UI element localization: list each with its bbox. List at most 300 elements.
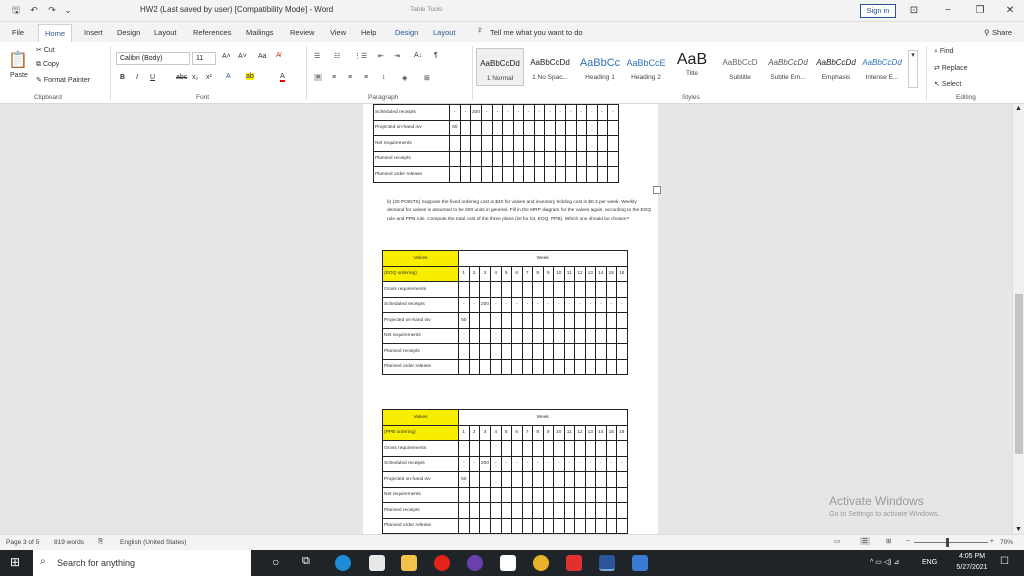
table-cell[interactable] (564, 441, 575, 457)
find-button[interactable] (934, 48, 954, 56)
subscript-button[interactable]: x₂ (192, 74, 199, 81)
table-cell[interactable] (585, 441, 596, 457)
table-cell[interactable]: - (554, 456, 565, 472)
table-cell[interactable] (503, 167, 514, 183)
table-cell[interactable] (482, 136, 493, 152)
zoom-slider-thumb[interactable] (946, 538, 949, 547)
table-cell[interactable] (587, 167, 598, 183)
table-cell[interactable] (554, 441, 565, 457)
table-cell[interactable] (555, 167, 566, 183)
table-cell[interactable] (566, 151, 577, 167)
table-cell[interactable] (480, 441, 491, 457)
table-cell[interactable]: - (596, 297, 607, 313)
notification-icon[interactable]: ☐ (1000, 556, 1009, 567)
table-cell[interactable] (617, 359, 628, 375)
table-cell[interactable] (608, 120, 619, 136)
word-icon[interactable] (599, 555, 615, 571)
table-cell[interactable] (564, 313, 575, 329)
windows-start-icon[interactable]: ⊞ (10, 555, 21, 569)
table-cell[interactable] (522, 441, 533, 457)
table-cell[interactable] (491, 472, 502, 488)
grow-font-button[interactable]: A˄ (222, 53, 231, 60)
table-cell[interactable]: 200 (480, 456, 491, 472)
table-cell[interactable]: - (469, 456, 480, 472)
numbering-button[interactable]: ☷ (334, 53, 341, 60)
tab-layout[interactable]: Layout (154, 28, 177, 37)
tab-mailings[interactable]: Mailings (246, 28, 274, 37)
zoom-in-button[interactable]: + (990, 538, 994, 545)
table-cell[interactable] (460, 151, 471, 167)
table-cell[interactable] (554, 518, 565, 534)
table-cell[interactable]: - (597, 105, 608, 121)
style-heading-1[interactable] (576, 48, 624, 86)
font-name-select[interactable]: Calibri (Body) (116, 52, 190, 65)
table-cell[interactable] (469, 518, 480, 534)
table-cell[interactable] (617, 328, 628, 344)
table-cell[interactable] (482, 120, 493, 136)
customize-quick-access-icon[interactable]: ⌄ (64, 5, 72, 15)
copy-button[interactable] (36, 61, 59, 69)
table-cell[interactable] (534, 120, 545, 136)
table-cell[interactable] (471, 136, 482, 152)
table-cell[interactable] (512, 282, 523, 298)
styles-more-icon[interactable]: ▾ (908, 50, 918, 88)
table-cell[interactable] (450, 136, 461, 152)
table-cell[interactable] (606, 344, 617, 360)
language-indicator[interactable]: ENG (922, 559, 938, 566)
chrome-icon[interactable] (533, 555, 549, 571)
table-cell[interactable]: - (460, 105, 471, 121)
media-icon[interactable] (566, 555, 582, 571)
table-cell[interactable]: - (606, 297, 617, 313)
table-cell[interactable] (596, 282, 607, 298)
paste-icon[interactable]: 📋 (8, 52, 28, 69)
table-cell[interactable] (606, 487, 617, 503)
table-cell[interactable] (459, 487, 470, 503)
table-cell[interactable]: - (512, 297, 523, 313)
table-cell[interactable]: - (608, 105, 619, 121)
table-cell[interactable] (543, 313, 554, 329)
table-cell[interactable]: - (555, 105, 566, 121)
style-intense-emphasis[interactable] (858, 48, 906, 86)
print-layout-icon[interactable]: ☰ (862, 538, 868, 545)
table-cell[interactable] (471, 167, 482, 183)
table-cell[interactable] (576, 136, 587, 152)
row-label[interactable]: Scheduled receipts (383, 297, 459, 313)
table-cell[interactable] (469, 282, 480, 298)
table-cell[interactable] (575, 328, 586, 344)
table-cell[interactable]: - (585, 297, 596, 313)
table-cell[interactable] (575, 472, 586, 488)
table-cell[interactable] (471, 120, 482, 136)
superscript-button[interactable]: x² (206, 74, 212, 81)
table-cell[interactable] (501, 441, 512, 457)
strikethrough-button[interactable]: abc (176, 74, 188, 81)
table-cell[interactable] (617, 344, 628, 360)
increase-indent-button[interactable]: ⇥ (394, 53, 400, 60)
underline-button[interactable]: U (150, 74, 156, 81)
style-subtle-emphasis[interactable] (764, 48, 812, 86)
table-cell[interactable] (617, 518, 628, 534)
row-label[interactable]: Planned receipts (383, 503, 459, 519)
table-cell[interactable]: - (512, 456, 523, 472)
table-cell[interactable] (554, 344, 565, 360)
table-cell[interactable] (501, 313, 512, 329)
table-cell[interactable] (554, 472, 565, 488)
shrink-font-button[interactable]: A˅ (238, 53, 247, 60)
table-cell[interactable] (533, 472, 544, 488)
table-cell[interactable] (512, 472, 523, 488)
table-cell[interactable]: - (459, 297, 470, 313)
table-cell[interactable] (585, 503, 596, 519)
table-cell[interactable] (491, 503, 502, 519)
row-label[interactable]: Gross requirements (383, 441, 459, 457)
text-effects-button[interactable]: A (226, 73, 231, 80)
table-cell[interactable] (512, 518, 523, 534)
line-spacing-button[interactable]: ↕ (382, 74, 386, 81)
table-cell[interactable] (480, 472, 491, 488)
table-cell[interactable] (469, 344, 480, 360)
row-label[interactable]: Projected on-hand inv (383, 472, 459, 488)
table-cell[interactable]: 200 (480, 297, 491, 313)
table-cell[interactable] (585, 328, 596, 344)
table-cell[interactable]: - (564, 297, 575, 313)
app-icon[interactable] (467, 555, 483, 571)
table-cell[interactable] (555, 120, 566, 136)
table-cell[interactable] (606, 518, 617, 534)
table-cell[interactable] (575, 359, 586, 375)
tell-me-box[interactable]: Tell me what you want to do (490, 28, 583, 37)
table-cell[interactable] (543, 344, 554, 360)
table-cell[interactable] (501, 518, 512, 534)
table-cell[interactable] (491, 441, 502, 457)
select-button[interactable] (934, 80, 961, 88)
row-label[interactable]: Planned receipts (383, 344, 459, 360)
table-cell[interactable]: - (606, 456, 617, 472)
table-cell[interactable] (533, 359, 544, 375)
table-cell[interactable] (533, 518, 544, 534)
table-cell[interactable] (585, 359, 596, 375)
table-cell[interactable]: - (617, 456, 628, 472)
table-cell[interactable] (534, 151, 545, 167)
restore-button[interactable]: ❐ (975, 5, 985, 16)
table-cell[interactable] (501, 359, 512, 375)
table-cell[interactable] (564, 518, 575, 534)
table-cell[interactable] (524, 167, 535, 183)
table-cell[interactable] (522, 487, 533, 503)
sort-button[interactable]: A↓ (414, 52, 423, 59)
table-cell[interactable] (597, 167, 608, 183)
taskbar-search-input[interactable]: Search for anything (33, 550, 251, 576)
row-label[interactable]: Scheduled receipts (383, 456, 459, 472)
table-cell[interactable] (480, 487, 491, 503)
table-cell[interactable] (555, 151, 566, 167)
clock-date[interactable]: 5/27/2021 (956, 564, 988, 571)
table-cell[interactable] (576, 167, 587, 183)
table-cell[interactable] (596, 328, 607, 344)
table-cell[interactable] (513, 167, 524, 183)
table-cell[interactable]: - (576, 105, 587, 121)
table-cell[interactable]: - (522, 297, 533, 313)
table-cell[interactable] (503, 151, 514, 167)
table-cell[interactable] (554, 487, 565, 503)
cut-button[interactable] (36, 46, 55, 54)
table-cell[interactable] (587, 120, 598, 136)
align-right-button[interactable]: ≡ (348, 74, 353, 81)
table-cell[interactable] (585, 344, 596, 360)
table-cell[interactable]: 50 (450, 120, 461, 136)
table-cell[interactable] (585, 472, 596, 488)
table-cell[interactable]: - (524, 105, 535, 121)
table-cell[interactable] (469, 359, 480, 375)
table-cell[interactable] (512, 441, 523, 457)
table-cell[interactable] (492, 120, 503, 136)
table-cell[interactable] (617, 487, 628, 503)
table-cell[interactable] (543, 441, 554, 457)
table-cell[interactable] (543, 472, 554, 488)
ribbon-display-options-icon[interactable]: ⊡ (909, 5, 919, 16)
style-title[interactable] (668, 48, 716, 86)
row-label[interactable]: Gross requirements (383, 282, 459, 298)
align-left-button[interactable]: ≡ (316, 74, 321, 81)
share-icon[interactable]: ⚲ (984, 28, 990, 37)
table-cell[interactable] (543, 359, 554, 375)
style-normal[interactable] (476, 48, 524, 86)
style-heading-2[interactable] (622, 48, 670, 86)
table-cell[interactable] (608, 136, 619, 152)
table-cell[interactable] (575, 282, 586, 298)
table-cell[interactable] (596, 518, 607, 534)
table-cell[interactable] (460, 120, 471, 136)
table-cell[interactable] (459, 503, 470, 519)
table-cell[interactable] (608, 151, 619, 167)
edge-icon[interactable] (335, 555, 351, 571)
store-icon[interactable] (369, 555, 385, 571)
table-cell[interactable] (566, 167, 577, 183)
table-cell[interactable] (491, 313, 502, 329)
table-cell[interactable] (585, 518, 596, 534)
table-cell[interactable]: - (501, 456, 512, 472)
table-cell[interactable] (503, 120, 514, 136)
table-cell[interactable] (512, 344, 523, 360)
tab-insert[interactable]: Insert (84, 28, 103, 37)
table-cell[interactable] (606, 313, 617, 329)
minimize-button[interactable]: − (945, 5, 951, 16)
tab-table-design[interactable]: Design (395, 28, 419, 37)
bullets-button[interactable]: ☰ (314, 53, 321, 60)
table-cell[interactable] (450, 167, 461, 183)
redo-icon[interactable]: ↷ (48, 5, 56, 15)
table-cell[interactable] (564, 282, 575, 298)
table-cell[interactable] (596, 313, 607, 329)
row-label[interactable]: Planned order release (383, 359, 459, 375)
highlight-button[interactable]: ab (246, 73, 254, 80)
zoom-level[interactable]: 70% (1000, 539, 1014, 546)
table-cell[interactable] (469, 472, 480, 488)
table-cell[interactable] (554, 359, 565, 375)
row-label[interactable]: Net requirements (383, 328, 459, 344)
table-cell[interactable] (450, 151, 461, 167)
table-cell[interactable] (469, 503, 480, 519)
table-resize-handle[interactable] (653, 186, 661, 194)
undo-icon[interactable]: ↶ (30, 5, 38, 15)
document-icon[interactable] (500, 555, 516, 571)
row-label[interactable]: Scheduled receipts (374, 105, 450, 121)
table-cell[interactable] (606, 282, 617, 298)
table-cell[interactable] (575, 313, 586, 329)
save-icon[interactable]: 🖫 (12, 5, 20, 15)
table-cell[interactable] (606, 328, 617, 344)
table-cell[interactable] (533, 344, 544, 360)
table-cell[interactable] (575, 441, 586, 457)
table-cell[interactable] (491, 487, 502, 503)
table-cell[interactable]: - (491, 456, 502, 472)
table-cell[interactable]: - (543, 297, 554, 313)
table-cell[interactable] (512, 503, 523, 519)
change-case-button[interactable]: Aa (258, 53, 267, 60)
table-cell[interactable] (587, 136, 598, 152)
table-cell[interactable] (513, 151, 524, 167)
table-cell[interactable] (533, 503, 544, 519)
table-cell[interactable] (596, 472, 607, 488)
table-cell[interactable] (617, 503, 628, 519)
table-cell[interactable] (597, 120, 608, 136)
table-cell[interactable] (543, 518, 554, 534)
table-cell[interactable] (512, 313, 523, 329)
proofing-icon[interactable]: ⎘ (98, 538, 104, 545)
table-cell[interactable] (543, 487, 554, 503)
table-cell[interactable] (606, 359, 617, 375)
table-cell[interactable] (575, 344, 586, 360)
justify-button[interactable]: ≡ (364, 74, 369, 81)
table-cell[interactable] (608, 167, 619, 183)
scroll-up-icon[interactable]: ▲ (1015, 105, 1022, 112)
table-cell[interactable] (545, 167, 556, 183)
table-cell[interactable] (480, 282, 491, 298)
table-cell[interactable] (512, 359, 523, 375)
table-cell[interactable] (545, 120, 556, 136)
table-cell[interactable] (554, 313, 565, 329)
table-cell[interactable] (491, 359, 502, 375)
tab-references[interactable]: References (193, 28, 232, 37)
row-label[interactable]: Planned order release (374, 167, 450, 183)
table-cell[interactable] (596, 359, 607, 375)
table-cell[interactable] (596, 441, 607, 457)
font-color-button[interactable]: A (280, 73, 285, 80)
cortana-icon[interactable]: ○ (272, 555, 280, 569)
table-cell[interactable] (554, 282, 565, 298)
table-cell[interactable] (503, 136, 514, 152)
table-cell[interactable] (524, 136, 535, 152)
table-cell[interactable] (533, 441, 544, 457)
clear-formatting-button[interactable]: A̸ (276, 52, 281, 59)
table-cell[interactable]: 200 (471, 105, 482, 121)
table-cell[interactable] (617, 313, 628, 329)
row-label[interactable]: Projected on-hand inv (383, 313, 459, 329)
table-cell[interactable] (564, 328, 575, 344)
table-cell[interactable] (501, 503, 512, 519)
table-cell[interactable] (533, 313, 544, 329)
table-cell[interactable] (585, 282, 596, 298)
table-cell[interactable]: - (596, 456, 607, 472)
tab-review[interactable]: Review (290, 28, 315, 37)
table-cell[interactable] (606, 503, 617, 519)
table-cell[interactable]: - (503, 105, 514, 121)
table-cell[interactable] (501, 282, 512, 298)
table-cell[interactable] (501, 344, 512, 360)
table-cell[interactable]: - (575, 456, 586, 472)
table-cell[interactable] (533, 282, 544, 298)
table-cell[interactable] (597, 136, 608, 152)
table-cell[interactable] (522, 503, 533, 519)
table-cell[interactable] (585, 313, 596, 329)
web-layout-icon[interactable]: ⊞ (886, 538, 892, 545)
word-count[interactable]: 819 words (54, 539, 84, 546)
table-cell[interactable] (491, 518, 502, 534)
table-cell[interactable] (469, 328, 480, 344)
table-cell[interactable] (524, 120, 535, 136)
table-cell[interactable] (596, 503, 607, 519)
table-cell[interactable] (471, 151, 482, 167)
table-cell[interactable] (460, 136, 471, 152)
table-cell[interactable] (460, 167, 471, 183)
table-cell[interactable] (566, 136, 577, 152)
table-cell[interactable] (564, 487, 575, 503)
style-no-spacing[interactable] (526, 48, 574, 86)
table-cell[interactable]: - (513, 105, 524, 121)
row-label[interactable]: Projected on-hand inv (374, 120, 450, 136)
table-cell[interactable] (596, 487, 607, 503)
read-mode-icon[interactable]: ▭ (834, 538, 841, 545)
table-cell[interactable] (459, 441, 470, 457)
table-cell[interactable] (469, 313, 480, 329)
table-cell[interactable] (480, 328, 491, 344)
center-button[interactable]: ≡ (332, 74, 337, 81)
style-subtitle[interactable] (716, 48, 764, 86)
bold-button[interactable]: B (120, 74, 126, 81)
table-cell[interactable] (522, 328, 533, 344)
table-cell[interactable] (459, 328, 470, 344)
table-cell[interactable] (617, 282, 628, 298)
table-cell[interactable] (543, 328, 554, 344)
table-cell[interactable]: - (564, 456, 575, 472)
close-button[interactable]: ✕ (1005, 5, 1015, 16)
table-cell[interactable] (575, 503, 586, 519)
shading-button[interactable]: ◈ (402, 75, 408, 82)
table-cell[interactable] (545, 136, 556, 152)
table-cell[interactable] (554, 328, 565, 344)
table-cell[interactable]: - (575, 297, 586, 313)
table-cell[interactable]: - (522, 456, 533, 472)
table-cell[interactable] (469, 441, 480, 457)
table-cell[interactable]: - (482, 105, 493, 121)
italic-button[interactable]: I (136, 74, 138, 81)
table-cell[interactable] (469, 487, 480, 503)
table-cell[interactable] (597, 151, 608, 167)
table-cell[interactable] (522, 313, 533, 329)
table-cell[interactable]: - (501, 297, 512, 313)
table-cell[interactable]: - (492, 105, 503, 121)
table-cell[interactable] (524, 151, 535, 167)
sign-in-button[interactable]: Sign in (860, 4, 896, 18)
show-formatting-button[interactable]: ¶ (434, 52, 438, 59)
table-cell[interactable] (534, 167, 545, 183)
table-cell[interactable] (543, 503, 554, 519)
row-label[interactable]: Planned order release (383, 518, 459, 534)
multilevel-list-button[interactable]: ⋮☰ (354, 53, 368, 60)
table-cell[interactable] (492, 167, 503, 183)
page-count[interactable]: Page 3 of 5 (6, 539, 40, 546)
